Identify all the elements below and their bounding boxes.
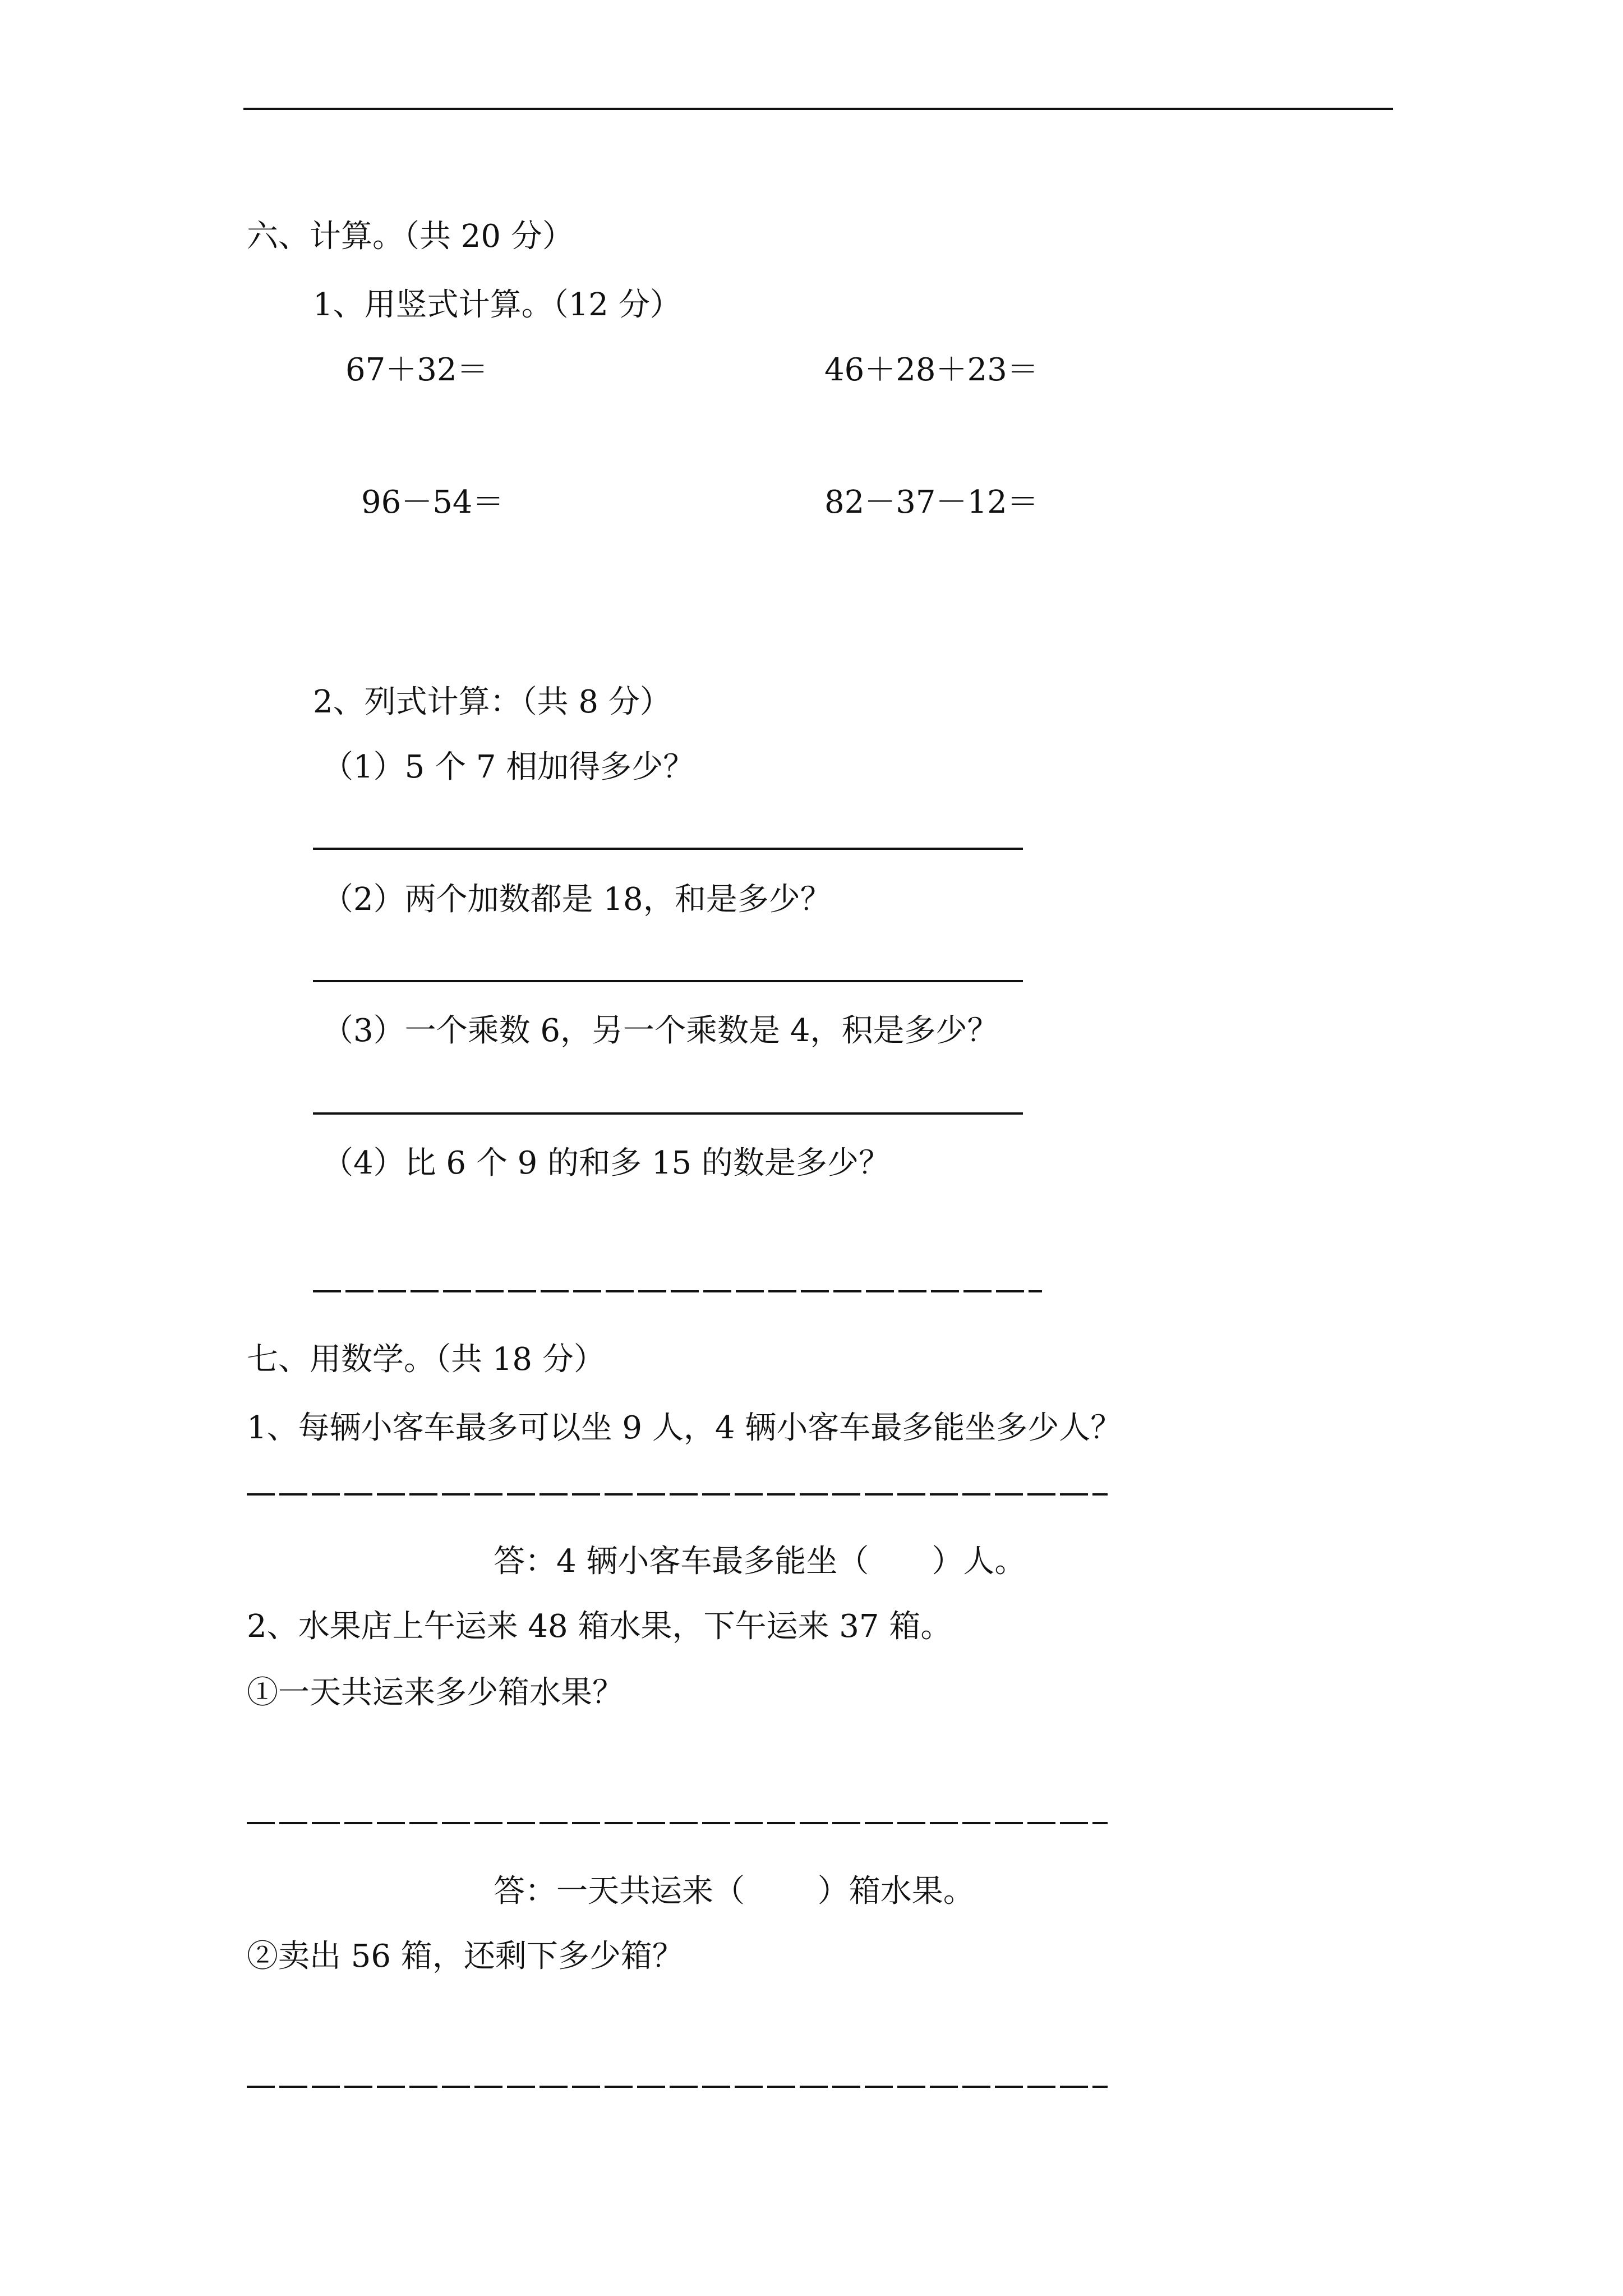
answer-line-4	[313, 1290, 1042, 1292]
problem-4: 82－37－12＝	[824, 484, 1039, 521]
problem-2: 46＋28＋23＝	[824, 352, 1039, 388]
question-3: （3）一个乘数 6，另一个乘数是 4，积是多少？	[322, 1013, 999, 1049]
answer-line-5	[247, 1493, 1108, 1496]
header-rule	[243, 108, 1393, 110]
sub-question-2: ②卖出 56 箱，还剩下多少箱？	[247, 1938, 684, 1975]
problem-3: 96－54＝	[361, 484, 504, 521]
answer-line-1	[313, 848, 1023, 850]
answer-line-6	[247, 1822, 1108, 1824]
answer-sentence-2: 答：一天共运来（ ）箱水果。	[494, 1873, 975, 1910]
question-1: （1）5 个 7 相加得多少？	[322, 749, 695, 785]
sub-question-1: ①一天共运来多少箱水果？	[247, 1674, 624, 1711]
answer-line-2	[313, 980, 1023, 982]
section-7-title: 七、用数学。（共 18 分）	[247, 1341, 605, 1378]
word-problem-2: 2、水果店上午运来 48 箱水果，下午运来 37 箱。	[247, 1608, 952, 1645]
section-6-title: 六、计算。（共 20 分）	[247, 218, 574, 255]
question-2: （2）两个加数都是 18，和是多少？	[322, 881, 832, 918]
part-1-title: 1、用竖式计算。（12 分）	[313, 287, 681, 323]
word-problem-1: 1、每辆小客车最多可以坐 9 人，4 辆小客车最多能坐多少人？	[247, 1410, 1122, 1446]
answer-sentence-1: 答：4 辆小客车最多能坐（ ）人。	[494, 1543, 1026, 1580]
answer-line-7	[247, 2086, 1108, 2088]
question-4: （4）比 6 个 9 的和多 15 的数是多少？	[322, 1145, 890, 1181]
part-2-title: 2、列式计算：（共 8 分）	[313, 684, 671, 720]
answer-line-3	[313, 1112, 1023, 1115]
problem-1: 67＋32＝	[345, 352, 488, 388]
